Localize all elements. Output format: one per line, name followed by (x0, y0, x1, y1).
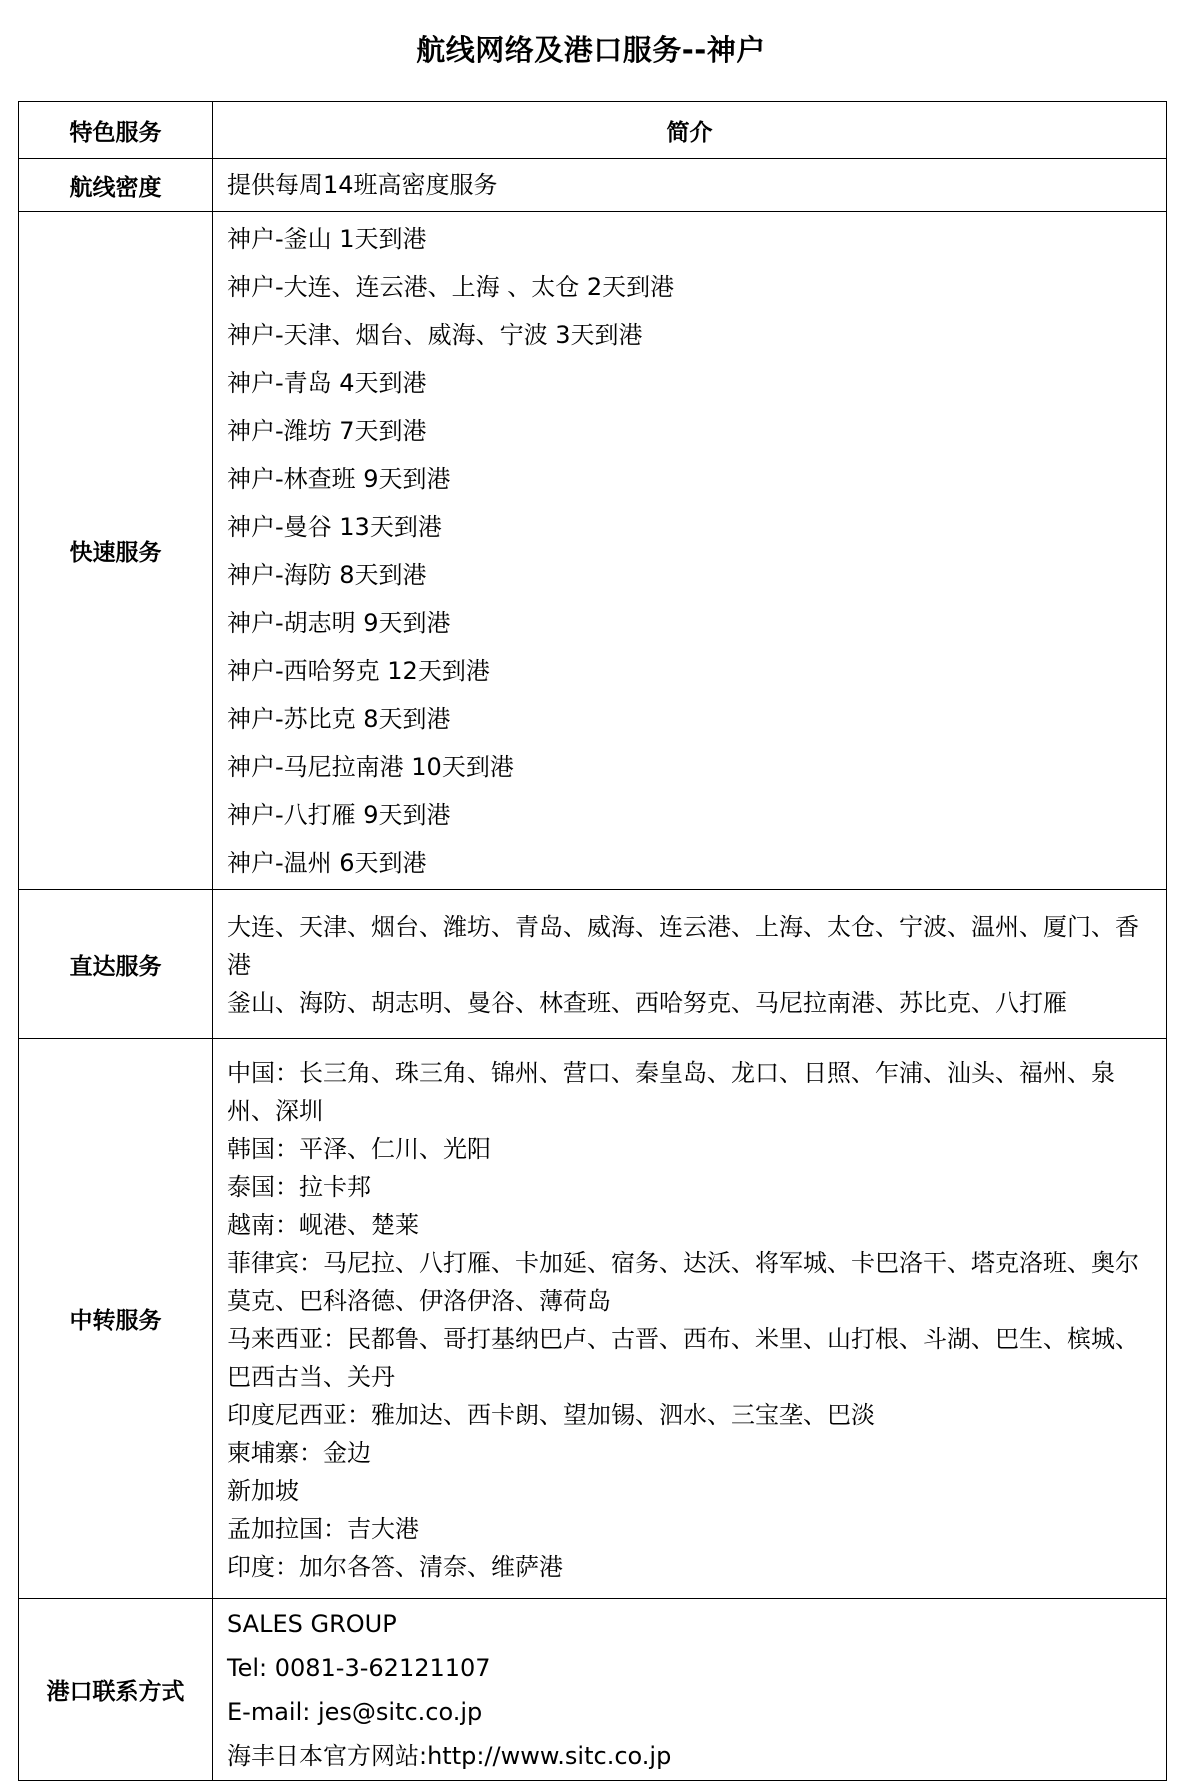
list-item: 神户-温州 6天到港 (227, 848, 427, 877)
row-route-density (19, 159, 1167, 212)
list-item: 印度尼西亚：雅加达、西卡朗、望加锡、泗水、三宝垄、巴淡 (227, 1400, 875, 1429)
list-item: 神户-林查班 9天到港 (227, 464, 451, 493)
header-feature-service: 特色服务 (19, 102, 213, 159)
list-item: 神户-曼谷 13天到港 (227, 512, 442, 541)
list-item: 菲律宾：马尼拉、八打雁、卡加延、宿务、达沃、将军城、卡巴洛干、塔克洛班、奥尔莫克、巴科洛德、伊洛伊洛、薄荷岛 (227, 1248, 1139, 1315)
row-fast-service (19, 212, 1167, 890)
transfer-service-list (213, 1039, 1167, 1599)
list-item: 神户-苏比克 8天到港 (227, 704, 451, 733)
row-transfer-service (19, 1039, 1167, 1599)
list-item: 神户-八打雁 9天到港 (227, 800, 451, 829)
list-item: 神户-潍坊 7天到港 (227, 416, 427, 445)
row-port-contact (19, 1599, 1167, 1781)
list-item: 孟加拉国：吉大港 (227, 1514, 419, 1543)
contact-phone: Tel: 0081-3-62121107 (227, 1653, 491, 1682)
label-port-contact: 港口联系方式 (19, 1599, 213, 1781)
list-item: 神户-大连、连云港、上海 、太仓 2天到港 (227, 272, 675, 301)
list-item: 神户-马尼拉南港 10天到港 (227, 752, 514, 781)
list-item: 柬埔寨：金边 (227, 1438, 371, 1467)
label-transfer-service: 中转服务 (19, 1039, 213, 1599)
label-direct-service: 直达服务 (19, 890, 213, 1039)
list-item: 中国：长三角、珠三角、锦州、营口、秦皇岛、龙口、日照、乍浦、汕头、福州、泉州、深圳 (227, 1058, 1115, 1125)
route-density-text: 提供每周14班高密度服务 (213, 159, 1167, 212)
list-item: 新加坡 (227, 1476, 299, 1505)
table-header-row (19, 102, 1167, 159)
page-title: 航线网络及港口服务--神户 (416, 33, 766, 67)
list-item: 神户-西哈努克 12天到港 (227, 656, 490, 685)
label-fast-service: 快速服务 (19, 212, 213, 890)
list-item: 神户-海防 8天到港 (227, 560, 427, 589)
direct-service-list (213, 890, 1167, 1039)
header-description: 简介 (213, 102, 1167, 159)
list-item: 神户-青岛 4天到港 (227, 368, 427, 397)
sales-group-name: SALES GROUP (227, 1609, 397, 1638)
official-website: 海丰日本官方网站:http://www.sitc.co.jp (227, 1741, 672, 1770)
service-table (18, 101, 1167, 1781)
list-item: 印度：加尔各答、清奈、维萨港 (227, 1552, 563, 1581)
list-item: 神户-天津、烟台、威海、宁波 3天到港 (227, 320, 643, 349)
list-item: 神户-胡志明 9天到港 (227, 608, 451, 637)
list-item: 韩国：平泽、仁川、光阳 (227, 1134, 491, 1163)
fast-service-list (213, 212, 1167, 890)
list-item: 越南：岘港、楚莱 (227, 1210, 419, 1239)
port-contact-info (213, 1599, 1167, 1781)
list-item: 马来西亚：民都鲁、哥打基纳巴卢、古晋、西布、米里、山打根、斗湖、巴生、槟城、巴西古当、关丹 (227, 1324, 1139, 1391)
row-direct-service (19, 890, 1167, 1039)
list-item: 泰国：拉卡邦 (227, 1172, 371, 1201)
list-item: 神户-釜山 1天到港 (227, 224, 427, 253)
label-route-density: 航线密度 (19, 159, 213, 212)
list-item: 大连、天津、烟台、潍坊、青岛、威海、连云港、上海、太仓、宁波、温州、厦门、香港 (227, 913, 1139, 979)
contact-email: E-mail: jes@sitc.co.jp (227, 1697, 483, 1726)
list-item: 釜山、海防、胡志明、曼谷、林查班、西哈努克、马尼拉南港、苏比克、八打雁 (227, 989, 1067, 1017)
